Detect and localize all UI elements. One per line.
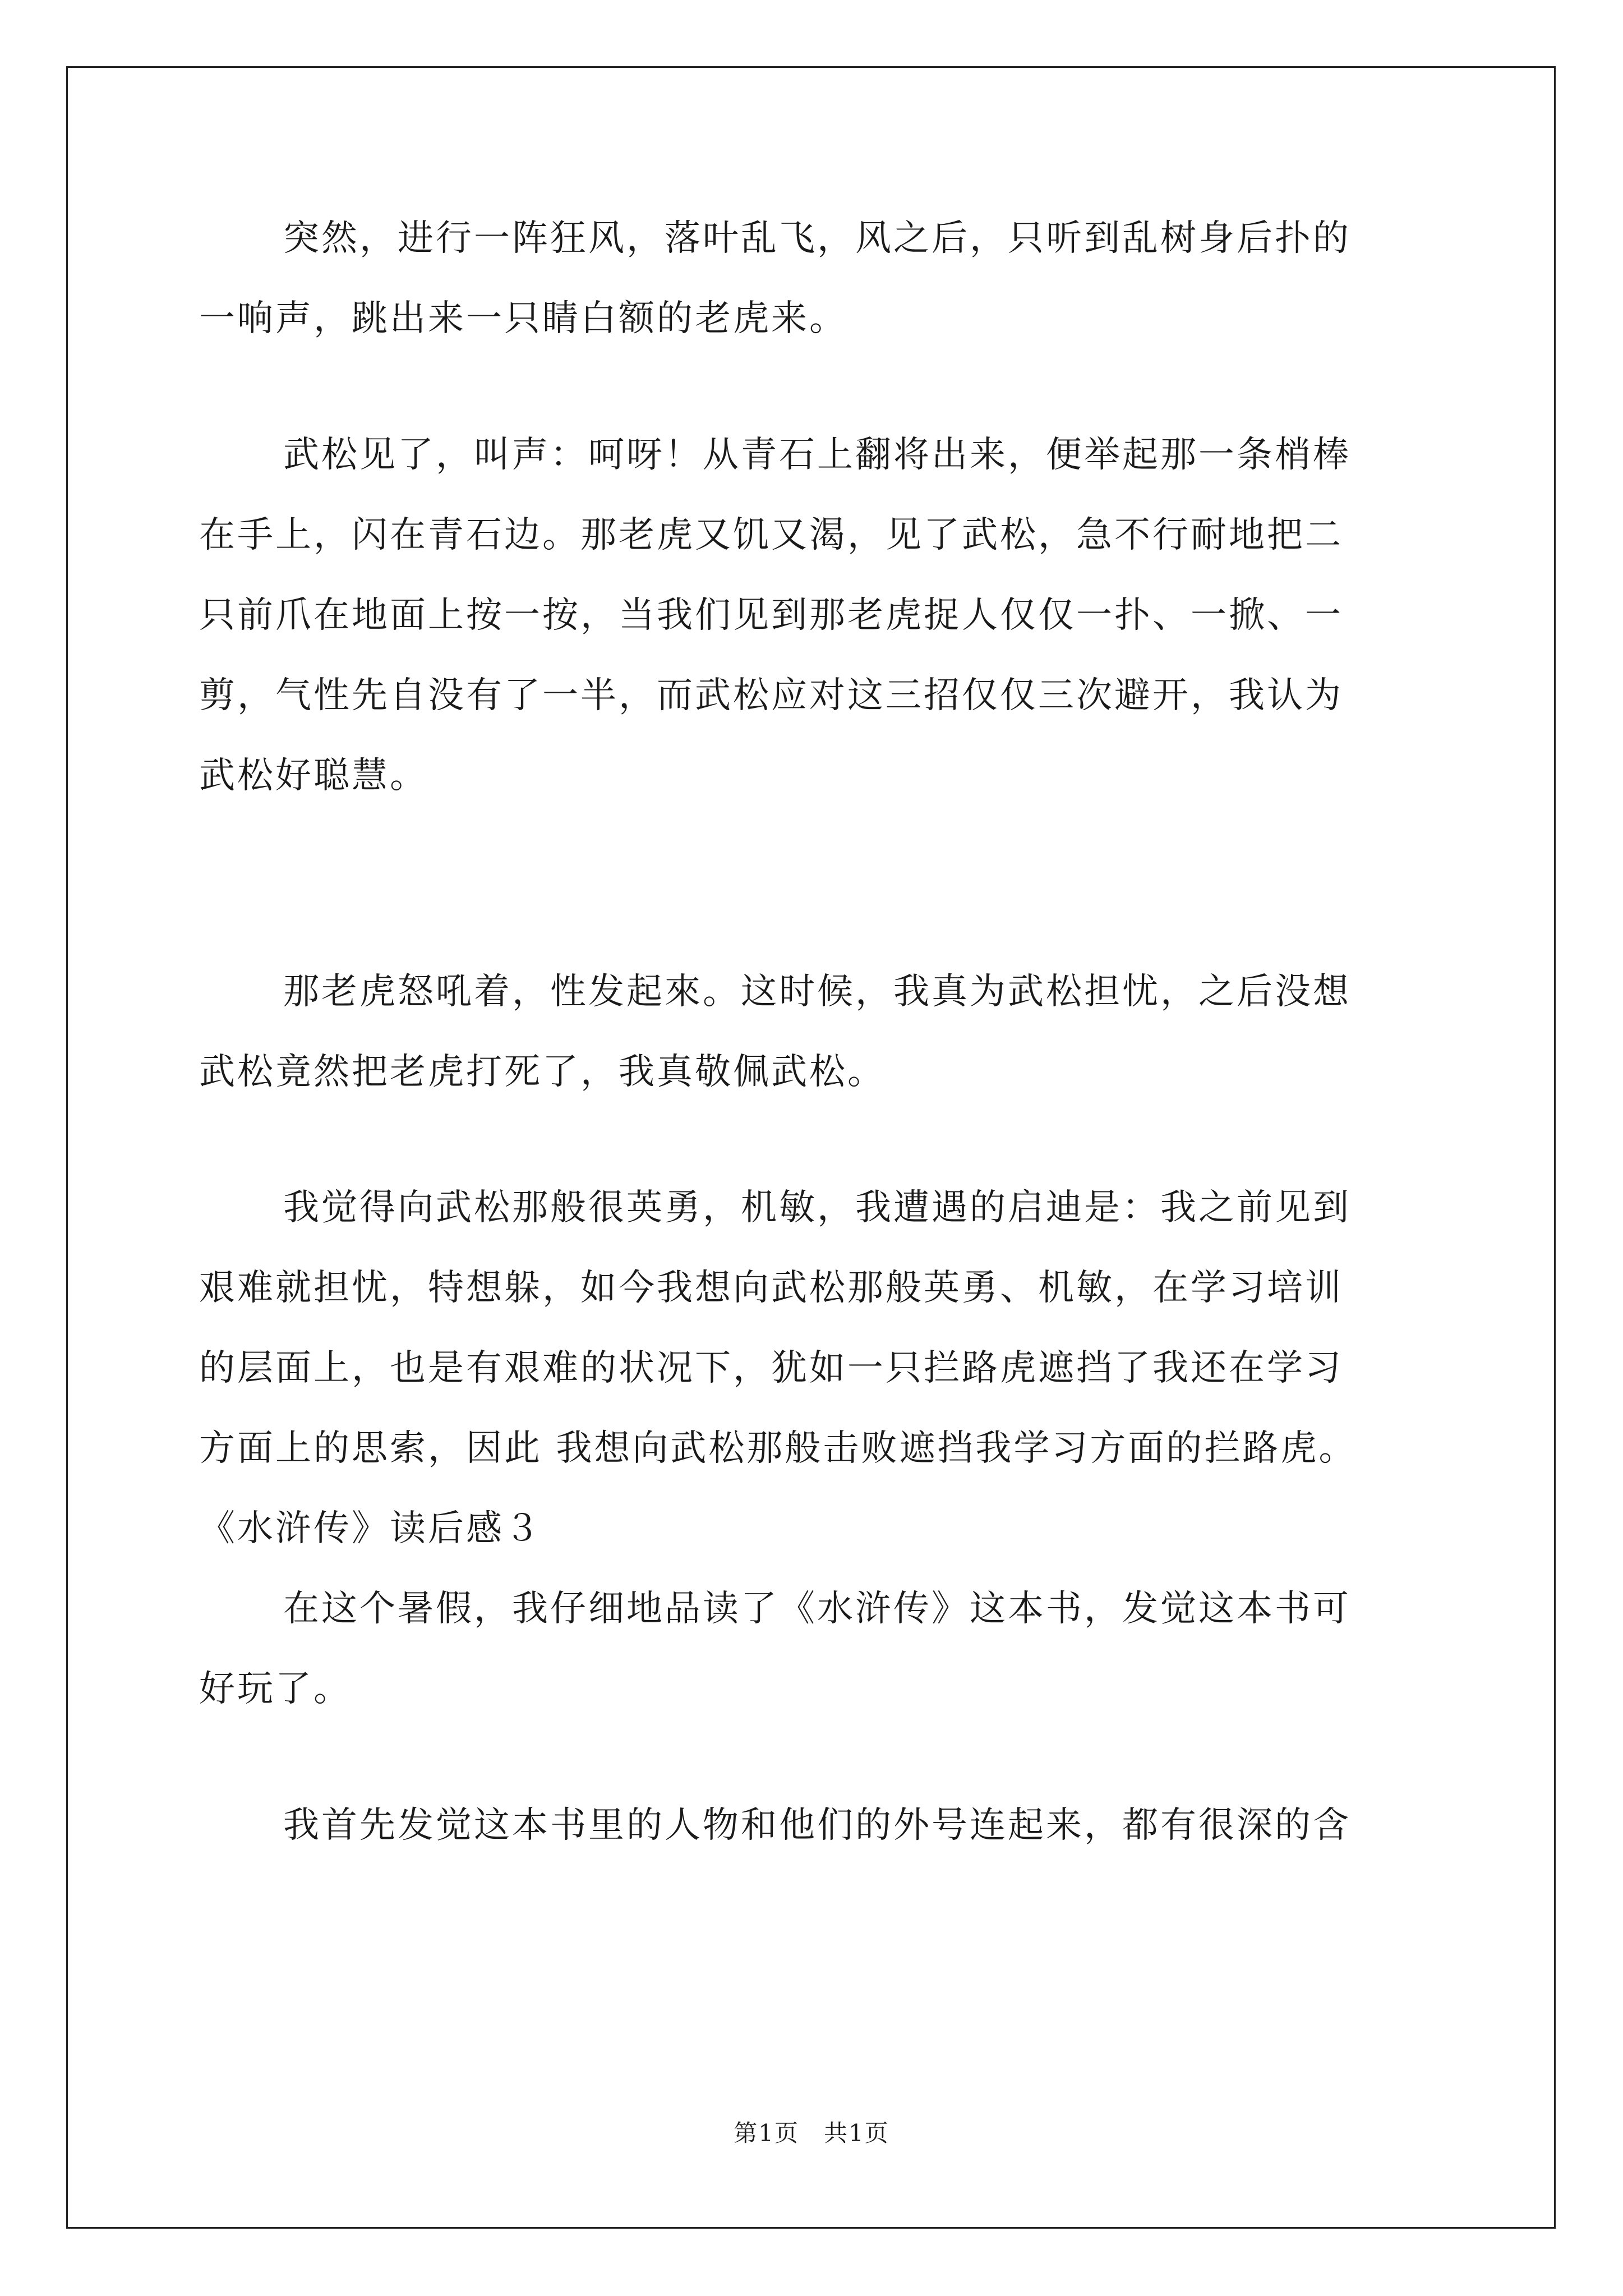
- text-line: 我觉得向武松那般很英勇，机敏，我遭遇的启迪是：我之前见到: [283, 1187, 1351, 1228]
- text-line: 武松好聪慧。: [199, 755, 428, 797]
- text-line: 方面上的思索，因此 我想向武松那般击败遮挡我学习方面的拦路虎。: [199, 1428, 1357, 1469]
- text-line: 艰难就担忧，特想躲，如今我想向武松那般英勇、机敏，在学习培训: [199, 1267, 1343, 1309]
- text-line: 一响声，跳出来一只睛白额的老虎来。: [199, 298, 847, 339]
- text-line: 我首先发觉这本书里的人物和他们的外号连起来，都有很深的含: [283, 1805, 1351, 1846]
- text-line: 剪，气性先自没有了一半，而武松应对这三招仅仅三次避开，我认为: [199, 675, 1343, 716]
- page-number-footer: 第1页 共1页: [734, 2119, 889, 2147]
- section-heading: 《水浒传》读后感３: [199, 1508, 542, 1549]
- text-line: 在这个暑假，我仔细地品读了《水浒传》这本书，发觉这本书可: [283, 1588, 1351, 1630]
- text-line: 突然，进行一阵狂风，落叶乱飞，风之后，只听到乱树身后扑的: [283, 218, 1351, 259]
- text-line: 武松竟然把老虎打死了，我真敬佩武松。: [199, 1051, 886, 1093]
- text-line: 只前爪在地面上按一按，当我们见到那老虎捉人仅仅一扑、一掀、一: [199, 595, 1343, 636]
- text-line: 武松见了，叫声：呵呀！从青石上翻将出来，便举起那一条梢棒: [283, 434, 1351, 476]
- text-line: 的层面上，也是有艰难的状况下，犹如一只拦路虎遮挡了我还在学习: [199, 1347, 1343, 1389]
- text-line: 在手上，闪在青石边。那老虎又饥又渴，见了武松，急不行耐地把二: [199, 514, 1343, 556]
- text-line: 好玩了。: [199, 1668, 352, 1710]
- text-line: 那老虎怒吼着，性发起來。这时候，我真为武松担忧，之后没想: [283, 971, 1351, 1013]
- page-border: [66, 66, 1556, 2229]
